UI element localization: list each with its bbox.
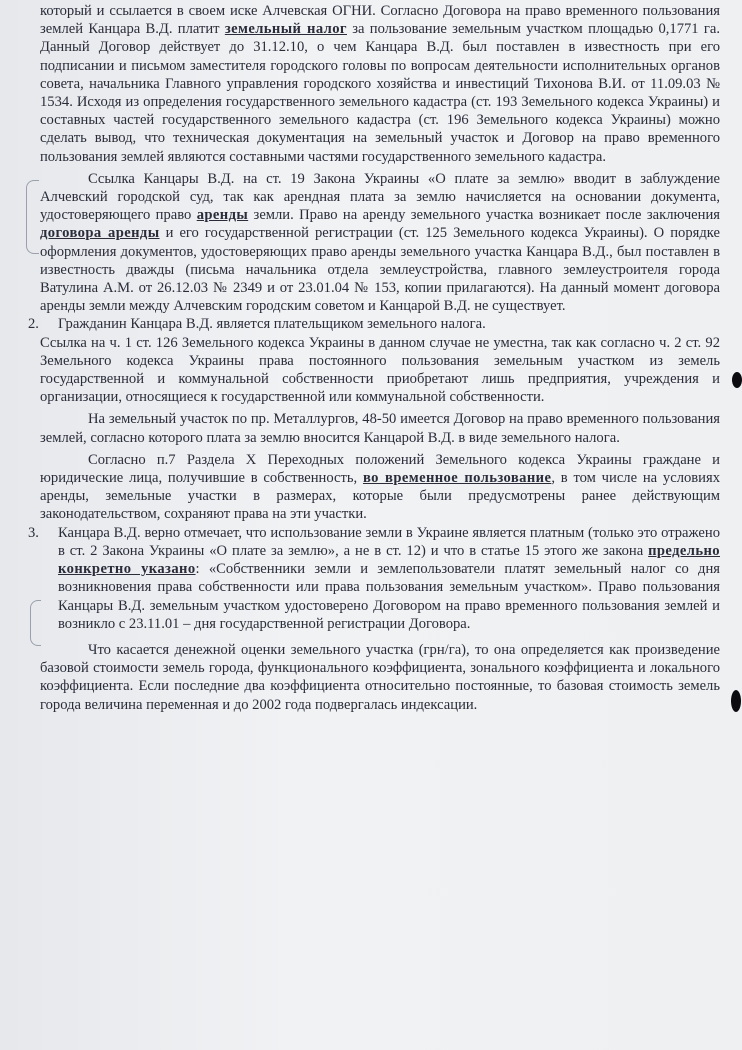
text-run: Ссылка Канцары В.Д. на ст. 19 Закона Украины «О плате за землю» вводит в заблуждение Алчевский городской суд, так как арендная плата за землю начисляется на основании документа, удостоверяющего право [40, 170, 720, 224]
underlined-term: предельно конкретно указано [58, 542, 720, 578]
text-run: Согласно п.7 Раздела Х Переходных положений Земельного кодекса Украины граждане и юридические лица, получившие в собственность, [40, 451, 720, 487]
ink-blot [732, 372, 742, 388]
paragraph-6 [40, 641, 720, 714]
paragraph-5 [40, 451, 720, 524]
ink-blot [731, 690, 741, 712]
text-run: Что касается денежной оценки земельного участка (грн/га), то она определяется как произведение базовой стоимости земель города, функционального коэффициента, зонального коэффициента и локального коэффициента. Если последние два коэффициента относительно постоянные, то базовая стоимость земель города величина переменная и до 2002 года подвергалась индексации. [40, 641, 720, 713]
text-run: который и ссылается в своем иске Алчевская ОГНИ. Согласно Договора на право временного пользования землей Канцара В.Д. платит [40, 3, 720, 38]
text-run: Канцара В.Д. верно отмечает, что использование земли в Украине является платным (только это отражено в ст. 2 Закона Украины «О плате за землю», а не в ст. 12) и что в статье 15 этого же закона [58, 524, 720, 559]
text-run: Ссылка на ч. 1 ст. 126 Земельного кодекса Украины в данном случае не уместна, так как согласно ч. 2 ст. 92 Земельного кодекса Украины права постоянного пользования земельным участком из земель государственной и коммунальной собственности приобретают лишь предприятия, учреждения и организации, относящиеся к государственной или коммунальной собственности. [40, 334, 720, 406]
document-body [28, 2, 720, 714]
paragraph-3 [40, 334, 720, 407]
text-run: На земельный участок по пр. Металлургов, 48-50 имеется Договор на право временного пользования землей, согласно которого плата за землю вносится Канцарой В.Д. в виде земельного налога. [40, 411, 720, 446]
paragraph-1 [40, 2, 720, 166]
list-number: 2. [28, 316, 39, 333]
list-item-3 [28, 524, 720, 633]
text-run: , в том числе на условиях аренды, земельные участки в размерах, которые были предусмотрены ранее действующим законодательством, сохраняют права на эти участки. [40, 470, 720, 523]
list-number: 3. [28, 524, 39, 541]
text-run: за пользование земельным участком площадью 0,1771 га. Данный Договор действует до 31.12.10, о чем Канцара В.Д. был поставлен в известность при его подписании и письмом заместителя городского головы по вопросам деятельности исполнительных органов совета, начальника Главного управления городского хозяйства и инвестиций Тихонова В.И. от 11.09.03 № 1534. Исходя из определения государственного земельного кадастра (ст. 193 Земельного кодекса Украины) и составных частей государственного земельного кадастра (ст. 196 Земельного кодекса Украины) можно сделать вывод, что техническая документация на земельный участок и Договор на право временного пользования землей являются составными частями государственного земельного кадастра. [40, 21, 720, 165]
underlined-term: договора аренды [40, 225, 160, 242]
underlined-term: во временное пользование [362, 470, 552, 487]
paragraph-4 [40, 410, 720, 446]
margin-bracket-mark [26, 180, 39, 254]
paragraph-2 [40, 170, 720, 316]
text-run: : «Собственники земли и землепользователи платят земельный налог со дня возникновения права собственности или права пользования земельным участком». Право пользования Канцары В.Д. земельным участком удостоверено Договором на право временного пользования землей и возникло с 23.11.01 – дня государственной регистрации Договора. [58, 561, 720, 632]
text-run: земли. Право на аренду земельного участка возникает после заключения [248, 207, 720, 224]
text-run: Гражданин Канцара В.Д. является плательщиком земельного налога. [58, 316, 486, 333]
list-item-2 [28, 315, 720, 333]
underlined-term: земельный налог [224, 21, 347, 38]
text-run: и его государственной регистрации (ст. 125 Земельного кодекса Украины). О порядке оформления документов, удостоверяющих право аренды земельного участка Канцара В.Д., был поставлен в известность дважды (письма начальника отдела землеустройства, главного землеустроителя города Ватулина А.М. от 26.12.03 № 2349 и от 23.01.04 № 153, копии прилагаются). На данный момент договора аренды земли между Алчевским городским советом и Канцарой В.Д. не существует. [40, 225, 720, 315]
underlined-term: аренды [196, 207, 249, 224]
